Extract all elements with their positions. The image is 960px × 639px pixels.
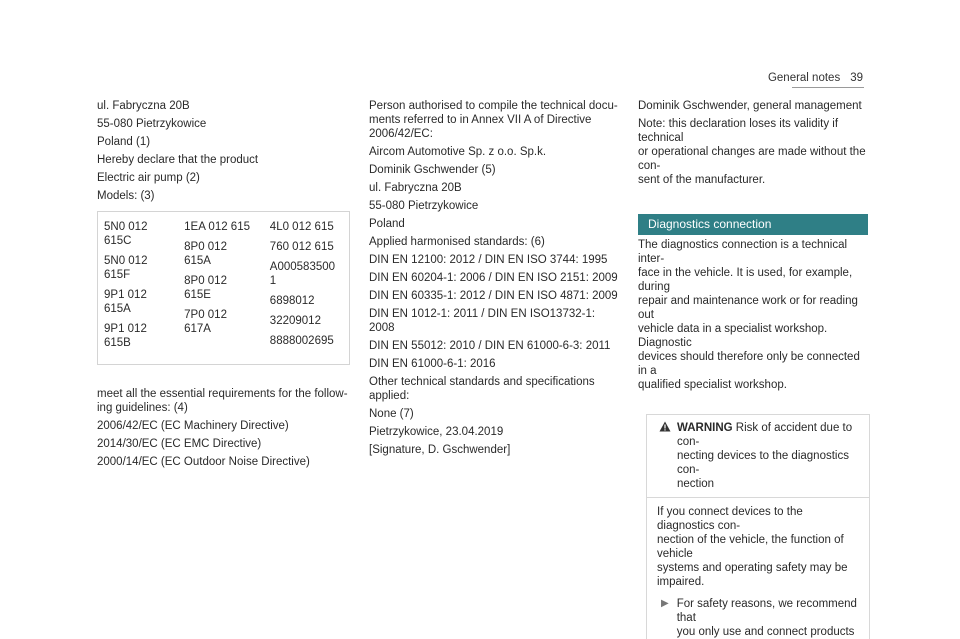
directives-block <box>97 387 352 469</box>
models-table <box>97 211 350 365</box>
model-number: 32209012 <box>269 315 321 327</box>
text-line: Person authorised to compile the technical docu- ments referred to in Annex VII A of Directive 2006/42/EC: <box>369 100 618 140</box>
page-number: 39 <box>850 72 863 84</box>
text-line: ul. Fabryczna 20B <box>369 182 462 194</box>
text-line: None (7) <box>369 408 414 420</box>
standard-line: DIN EN 1012-1: 2011 / DIN EN ISO13732-1: 2008 <box>369 308 596 334</box>
text-line: Poland (1) <box>97 136 151 148</box>
text-line: 55-080 Pietrzykowice <box>369 200 479 212</box>
page-header <box>768 72 863 84</box>
warning-title-block <box>677 421 861 491</box>
table-column <box>178 212 264 365</box>
model-number: 8P0 012 615A <box>184 241 227 267</box>
instruction-step <box>657 597 859 639</box>
column-1 <box>97 99 352 473</box>
text-line: 2000/14/EC (EC Outdoor Noise Directive) <box>97 456 310 468</box>
model-number: 8888002695 <box>269 335 334 347</box>
section-paragraph: The diagnostics connection is a technical inter- face in the vehicle. It is used, for example, during repair and maintenance work or for reading out vehicle data in a specialist workshop. Diagnostic devices should therefore only be connected in a qualified specialist workshop. <box>638 239 860 391</box>
model-number: 4L0 012 615 <box>269 221 334 233</box>
model-number: 760 012 615 <box>269 241 334 253</box>
warning-triangle-icon <box>659 421 671 491</box>
table-column <box>264 212 350 365</box>
column-3 <box>638 99 868 639</box>
section-heading: Diagnostics connection <box>638 214 868 235</box>
header-divider <box>792 87 864 88</box>
standard-line: DIN EN 60335-1: 2012 / DIN EN ISO 4871: 2009 <box>369 290 618 302</box>
text-line: Other technical standards and specifications applied: <box>369 376 595 402</box>
warning-label: WARNING <box>677 422 733 434</box>
play-arrow-icon: ▶ <box>661 598 669 609</box>
text-line: 2014/30/EC (EC EMC Directive) <box>97 438 262 450</box>
model-number: 7P0 012 617A <box>184 309 227 335</box>
column-2 <box>369 99 621 461</box>
text-line: Poland <box>369 218 405 230</box>
text-line: Applied harmonised standards: (6) <box>369 236 545 248</box>
text-line: Hereby declare that the product <box>97 154 259 166</box>
warning-title: Risk of accident due to con- necting devices to the diagnostics con- nection <box>677 422 853 490</box>
text-line: Dominik Gschwender, general management <box>638 100 862 112</box>
warning-header <box>647 415 869 498</box>
text-line: Electric air pump (2) <box>97 172 200 184</box>
standard-line: DIN EN 61000-6-1: 2016 <box>369 358 496 370</box>
text-line: Aircom Automotive Sp. z o.o. Sp.k. <box>369 146 547 158</box>
text-line: Pietrzykowice, 23.04.2019 <box>369 426 504 438</box>
standard-line: DIN EN 12100: 2012 / DIN EN ISO 3744: 1995 <box>369 254 608 266</box>
model-number: 6898012 <box>269 295 315 307</box>
text-line: 55-080 Pietrzykowice <box>97 118 207 130</box>
text-line: ul. Fabryczna 20B <box>97 100 190 112</box>
model-number: 8P0 012 615E <box>184 275 227 301</box>
address-block <box>97 99 352 203</box>
warning-box <box>646 414 870 639</box>
text-line: Models: (3) <box>97 190 155 202</box>
text-line: meet all the essential requirements for the follow- ing guidelines: (4) <box>97 388 348 414</box>
warning-body <box>647 498 869 639</box>
warning-text: If you connect devices to the diagnostics con- nection of the vehicle, the function of vehicle systems and operating safety may be impaired. <box>657 506 848 588</box>
note-paragraph: Note: this declaration loses its validity if technical or operational changes are made without the con- sent of the manufacturer. <box>638 118 866 186</box>
text-line: 2006/42/EC (EC Machinery Directive) <box>97 420 289 432</box>
step-text: For safety reasons, we recommend that you only use and connect products <box>676 598 857 638</box>
signature-line: [Signature, D. Gschwender] <box>369 444 511 456</box>
table-column <box>98 212 179 365</box>
text-line: Dominik Gschwender (5) <box>369 164 496 176</box>
standard-line: DIN EN 60204-1: 2006 / DIN EN ISO 2151: 2009 <box>369 272 618 284</box>
model-number: 9P1 012 615A <box>104 289 147 315</box>
table-row <box>98 212 350 365</box>
model-number: A000583500 1 <box>269 261 336 287</box>
model-number: 1EA 012 615 <box>184 221 250 233</box>
section-title: General notes <box>767 72 841 84</box>
model-number: 5N0 012 615F <box>104 255 148 281</box>
standard-line: DIN EN 55012: 2010 / DIN EN 61000-6-3: 2011 <box>369 340 611 352</box>
model-number: 9P1 012 615B <box>104 323 147 349</box>
model-number: 5N0 012 615C <box>104 221 148 247</box>
